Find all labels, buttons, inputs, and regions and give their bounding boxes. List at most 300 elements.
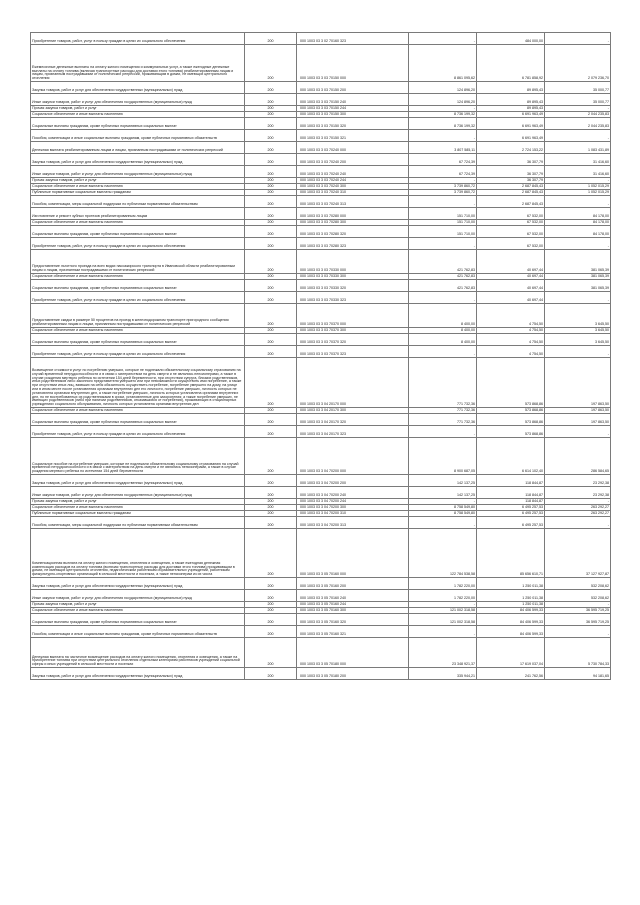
- line-code: 200: [245, 166, 297, 178]
- approved-amount: -: [409, 33, 477, 45]
- line-code: 200: [245, 511, 297, 517]
- table-row: [31, 208, 611, 220]
- table-row: [31, 250, 611, 274]
- table-row: [31, 196, 611, 208]
- table-row: [31, 475, 611, 487]
- table-row: [31, 304, 611, 328]
- executed-amount: 118 844,87: [477, 487, 545, 499]
- approved-amount: 3 739 860,72: [409, 184, 477, 190]
- approved-amount: 151 710,00: [409, 226, 477, 238]
- budget-item-name: Социальные выплаты гражданам, кроме публичных нормативных социальных выплат: [31, 226, 245, 238]
- budget-item-name: Предоставление скидки в размере 50 процентов на проезд в железнодорожном транспорте пригородного сообщения реабилитированным лицам и лицам, признанным пострадавшими от политических репрессий: [31, 304, 245, 328]
- approved-amount: 3 739 860,72: [409, 190, 477, 196]
- executed-amount: 573 868,86: [477, 426, 545, 438]
- budget-item-name: Социальное обеспечение и иные выплаты населению: [31, 505, 245, 511]
- unexecuted-amount: -: [545, 106, 611, 112]
- executed-amount: 40 697,44: [477, 274, 545, 280]
- budget-classification-code: 000 1003 03 3 05 70160 240: [297, 590, 409, 602]
- unexecuted-amount: 2 044 235,83: [545, 118, 611, 130]
- approved-amount: -: [409, 196, 477, 208]
- table-row: [31, 94, 611, 106]
- unexecuted-amount: 381 065,39: [545, 274, 611, 280]
- line-code: 200: [245, 220, 297, 226]
- executed-amount: 67 532,00: [477, 238, 545, 250]
- approved-amount: -: [409, 626, 477, 638]
- executed-amount: 67 532,00: [477, 220, 545, 226]
- executed-amount: 4 754,50: [477, 304, 545, 328]
- budget-item-name: Приобретение товаров, работ, услуг в пользу граждан в целях их социального обеспечения: [31, 346, 245, 358]
- budget-classification-code: 000 1003 03 3 04 20170 000: [297, 358, 409, 408]
- executed-amount: 17 619 037,04: [477, 638, 545, 668]
- unexecuted-amount: 3 645,50: [545, 334, 611, 346]
- budget-item-name: Прочая закупка товаров, работ и услуг: [31, 602, 245, 608]
- approved-amount: 23 348 921,37: [409, 638, 477, 668]
- budget-classification-code: 000 1003 03 3 03 70240 000: [297, 142, 409, 154]
- unexecuted-amount: -: [545, 130, 611, 142]
- line-code: 200: [245, 33, 297, 45]
- line-code: 200: [245, 45, 297, 82]
- executed-amount: 573 868,86: [477, 414, 545, 426]
- budget-classification-code: 000 1003 03 3 05 70160 000: [297, 529, 409, 578]
- executed-amount: 118 844,87: [477, 475, 545, 487]
- executed-amount: 118 844,87: [477, 499, 545, 505]
- table-row: [31, 511, 611, 517]
- executed-amount: 1 250 011,38: [477, 590, 545, 602]
- line-code: 200: [245, 304, 297, 328]
- line-code: 200: [245, 184, 297, 190]
- table-row: [31, 142, 611, 154]
- executed-amount: 573 868,86: [477, 358, 545, 408]
- budget-item-name: Социальные выплаты гражданам, кроме публичных нормативных социальных выплат: [31, 614, 245, 626]
- table-row: [31, 438, 611, 475]
- unexecuted-amount: 532 208,62: [545, 590, 611, 602]
- line-code: 200: [245, 280, 297, 292]
- budget-item-name: Социальное обеспечение и иные выплаты населению: [31, 608, 245, 614]
- budget-item-name: Приобретение товаров, работ, услуг в пользу граждан в целях их социального обеспечения: [31, 238, 245, 250]
- line-code: 200: [245, 292, 297, 304]
- table-row: [31, 346, 611, 358]
- line-code: 200: [245, 426, 297, 438]
- line-code: 200: [245, 154, 297, 166]
- executed-amount: 6 614 102,40: [477, 438, 545, 475]
- unexecuted-amount: 197 863,50: [545, 408, 611, 414]
- unexecuted-amount: 2 079 236,70: [545, 45, 611, 82]
- line-code: 200: [245, 226, 297, 238]
- table-row: [31, 45, 611, 82]
- budget-item-name: Предоставление льготного проезда на всех видах пассажирского транспорта в Ивановской области реабилитированным лицам и лицам, признанным пострадавшими от политических репрессий: [31, 250, 245, 274]
- table-row: [31, 154, 611, 166]
- budget-item-name: Социальное обеспечение и иные выплаты населению: [31, 274, 245, 280]
- table-row: [31, 358, 611, 408]
- line-code: 200: [245, 196, 297, 208]
- line-code: 200: [245, 250, 297, 274]
- executed-amount: 6 691 963,49: [477, 118, 545, 130]
- budget-classification-code: 000 1003 03 3 03 70150 321: [297, 130, 409, 142]
- unexecuted-amount: -: [545, 178, 611, 184]
- approved-amount: -: [409, 130, 477, 142]
- budget-classification-code: 000 1003 03 3 05 70160 300: [297, 608, 409, 614]
- budget-item-name: Иные закупки товаров, работ и услуг для обеспечения государственных (муниципальных) нужд: [31, 487, 245, 499]
- approved-amount: 421 762,83: [409, 274, 477, 280]
- executed-amount: 89 895,43: [477, 94, 545, 106]
- approved-amount: 8 736 199,32: [409, 118, 477, 130]
- budget-item-name: Приобретение товаров, работ, услуг в пользу граждан в целях их социального обеспечения: [31, 292, 245, 304]
- table-row: [31, 130, 611, 142]
- budget-item-name: Денежная выплата на частичное возмещение расходов на оплату жилого помещения, отопления и освещения, а также на приобретение топлива при отсутствии центрального отопления отдельным категориям работников учреждений социальной сферы и иных учреждений в сельской местности и поселках: [31, 638, 245, 668]
- executed-amount: 573 868,86: [477, 408, 545, 414]
- approved-amount: -: [409, 426, 477, 438]
- budget-classification-code: 000 1003 03 3 03 70280 323: [297, 238, 409, 250]
- budget-item-name: Закупка товаров, работ и услуг для обеспечения государственных (муниципальных) нужд: [31, 475, 245, 487]
- line-code: 200: [245, 475, 297, 487]
- budget-classification-code: 000 1003 03 3 03 70240 310: [297, 190, 409, 196]
- executed-amount: 484 000,00: [477, 33, 545, 45]
- budget-item-name: Прочая закупка товаров, работ и услуг: [31, 178, 245, 184]
- executed-amount: 1 250 011,38: [477, 578, 545, 590]
- line-code: 200: [245, 118, 297, 130]
- line-code: 200: [245, 602, 297, 608]
- budget-item-name: Компенсационная выплата на оплату жилого помещения, отопления и освещения, а также ежегодная денежная компенсация расходов на оплату топлива (включая транспортные расходы для доставки этого топлива) проживающим в домах, не имеющих центрального отопления, педагогическим работникам образовательных учреждений, работникам физкультурно-спортивных организаций в сельской местности и поселках, а также пенсионерам из их числа: [31, 529, 245, 578]
- unexecuted-amount: -: [545, 196, 611, 208]
- line-code: 200: [245, 590, 297, 602]
- executed-amount: 89 895,43: [477, 106, 545, 112]
- line-code: 200: [245, 626, 297, 638]
- budget-item-name: Социальные выплаты гражданам, кроме публичных нормативных социальных выплат: [31, 414, 245, 426]
- unexecuted-amount: -: [545, 626, 611, 638]
- line-code: 200: [245, 238, 297, 250]
- line-code: 200: [245, 346, 297, 358]
- executed-amount: 36 307,79: [477, 154, 545, 166]
- approved-amount: 1 782 220,00: [409, 590, 477, 602]
- line-code: 200: [245, 668, 297, 680]
- budget-item-name: Изготовление и ремонт зубных протезов реабилитированным лицам: [31, 208, 245, 220]
- executed-amount: 2 724 153,22: [477, 142, 545, 154]
- budget-item-name: Публичные нормативные социальные выплаты гражданам: [31, 190, 245, 196]
- budget-classification-code: 000 1003 03 3 03 70280 300: [297, 220, 409, 226]
- budget-item-name: Социальное обеспечение и иные выплаты населению: [31, 112, 245, 118]
- table-row: [31, 505, 611, 511]
- budget-classification-code: 000 1003 03 3 02 70160 323: [297, 33, 409, 45]
- unexecuted-amount: 263 292,27: [545, 505, 611, 511]
- table-row: [31, 638, 611, 668]
- table-row: [31, 517, 611, 529]
- unexecuted-amount: 1 052 015,29: [545, 184, 611, 190]
- budget-classification-code: 000 1003 03 3 03 70150 240: [297, 94, 409, 106]
- unexecuted-amount: 3 645,50: [545, 328, 611, 334]
- line-code: 200: [245, 414, 297, 426]
- table-row: [31, 280, 611, 292]
- line-code: 200: [245, 334, 297, 346]
- table-row: [31, 118, 611, 130]
- unexecuted-amount: -: [545, 238, 611, 250]
- line-code: 200: [245, 614, 297, 626]
- budget-item-name: Иные закупки товаров, работ и услуг для обеспечения государственных (муниципальных) нужд: [31, 166, 245, 178]
- line-code: 200: [245, 487, 297, 499]
- approved-amount: -: [409, 517, 477, 529]
- table-row: [31, 238, 611, 250]
- line-code: 200: [245, 358, 297, 408]
- budget-classification-code: 000 1003 03 3 03 70150 200: [297, 82, 409, 94]
- budget-item-name: Социальные выплаты гражданам, кроме публичных нормативных социальных выплат: [31, 118, 245, 130]
- budget-item-name: Приобретение товаров, работ, услуг в пользу граждан в целях их социального обеспечения: [31, 33, 245, 45]
- budget-item-name: Иные закупки товаров, работ и услуг для обеспечения государственных (муниципальных) нужд: [31, 590, 245, 602]
- table-row: [31, 529, 611, 578]
- executed-amount: 6 495 257,53: [477, 505, 545, 511]
- approved-amount: 8 400,00: [409, 304, 477, 328]
- unexecuted-amount: 381 065,39: [545, 280, 611, 292]
- budget-classification-code: 000 1003 03 3 04 70200 310: [297, 511, 409, 517]
- approved-amount: -: [409, 346, 477, 358]
- budget-classification-code: 000 1003 03 3 04 70200 240: [297, 487, 409, 499]
- budget-item-name: Социальное обеспечение и иные выплаты населению: [31, 184, 245, 190]
- line-code: 200: [245, 274, 297, 280]
- budget-classification-code: 000 1003 03 3 03 70150 300: [297, 112, 409, 118]
- executed-amount: 84 406 599,33: [477, 608, 545, 614]
- unexecuted-amount: 31 416,60: [545, 166, 611, 178]
- budget-classification-code: 000 1003 03 3 03 70330 000: [297, 250, 409, 274]
- executed-amount: 6 781 858,92: [477, 45, 545, 82]
- budget-item-name: Социальные выплаты гражданам, кроме публичных нормативных социальных выплат: [31, 280, 245, 292]
- line-code: 200: [245, 328, 297, 334]
- unexecuted-amount: -: [545, 346, 611, 358]
- approved-amount: 8 400,00: [409, 328, 477, 334]
- approved-amount: 771 732,36: [409, 408, 477, 414]
- budget-item-name: Пособия, компенсации, меры социальной поддержки по публичным нормативным обязательствам: [31, 517, 245, 529]
- table-row: [31, 334, 611, 346]
- unexecuted-amount: 532 208,62: [545, 578, 611, 590]
- executed-amount: 1 250 011,38: [477, 602, 545, 608]
- executed-amount: 2 687 845,43: [477, 184, 545, 190]
- line-code: 200: [245, 438, 297, 475]
- executed-amount: 36 307,79: [477, 178, 545, 184]
- budget-classification-code: 000 1003 03 3 04 70200 244: [297, 499, 409, 505]
- unexecuted-amount: 3 645,50: [545, 304, 611, 328]
- executed-amount: 6 495 257,53: [477, 517, 545, 529]
- unexecuted-amount: 1 083 431,89: [545, 142, 611, 154]
- approved-amount: 8 758 549,80: [409, 511, 477, 517]
- budget-classification-code: 000 1003 03 3 04 70200 200: [297, 475, 409, 487]
- executed-amount: 40 697,44: [477, 250, 545, 274]
- budget-classification-code: 000 1003 03 3 04 20170 300: [297, 408, 409, 414]
- unexecuted-amount: 37 127 927,87: [545, 529, 611, 578]
- budget-classification-code: 000 1003 03 3 04 70200 300: [297, 505, 409, 511]
- unexecuted-amount: -: [545, 292, 611, 304]
- budget-item-name: Прочая закупка товаров, работ и услуг: [31, 106, 245, 112]
- budget-classification-code: 000 1003 03 3 05 70160 244: [297, 602, 409, 608]
- budget-classification-code: 000 1003 03 3 03 70280 000: [297, 208, 409, 220]
- executed-amount: 67 532,00: [477, 208, 545, 220]
- unexecuted-amount: 5 730 784,33: [545, 638, 611, 668]
- unexecuted-amount: 286 584,65: [545, 438, 611, 475]
- budget-item-name: Пособия, компенсации и иные социальные выплаты гражданам, кроме публичных нормативных обязательств: [31, 626, 245, 638]
- approved-amount: 8 861 095,62: [409, 45, 477, 82]
- unexecuted-amount: 263 292,27: [545, 511, 611, 517]
- approved-amount: 335 944,21: [409, 668, 477, 680]
- table-row: [31, 426, 611, 438]
- unexecuted-amount: 84 178,00: [545, 220, 611, 226]
- budget-classification-code: 000 1003 03 3 03 70150 244: [297, 106, 409, 112]
- executed-amount: 40 697,44: [477, 280, 545, 292]
- approved-amount: -: [409, 602, 477, 608]
- budget-classification-code: 000 1003 03 3 03 70240 244: [297, 178, 409, 184]
- line-code: 200: [245, 112, 297, 118]
- executed-amount: 2 687 845,43: [477, 190, 545, 196]
- line-code: 200: [245, 608, 297, 614]
- approved-amount: 142 137,25: [409, 475, 477, 487]
- budget-classification-code: 000 1003 03 3 04 70200 000: [297, 438, 409, 475]
- executed-amount: 241 762,56: [477, 668, 545, 680]
- executed-amount: 67 532,00: [477, 226, 545, 238]
- approved-amount: 771 732,36: [409, 358, 477, 408]
- executed-amount: 6 495 257,53: [477, 511, 545, 517]
- unexecuted-amount: 1 052 015,29: [545, 190, 611, 196]
- table-row: [31, 578, 611, 590]
- budget-item-name: Пособия, компенсации и иные социальные выплаты гражданам, кроме публичных нормативных обязательств: [31, 130, 245, 142]
- table-row: [31, 614, 611, 626]
- line-code: 200: [245, 130, 297, 142]
- budget-classification-code: 000 1003 03 3 04 70200 313: [297, 517, 409, 529]
- budget-classification-code: 000 1003 03 3 03 70330 300: [297, 274, 409, 280]
- approved-amount: -: [409, 238, 477, 250]
- executed-amount: 4 754,50: [477, 328, 545, 334]
- approved-amount: 142 137,25: [409, 487, 477, 499]
- budget-classification-code: 000 1003 03 3 03 70370 323: [297, 346, 409, 358]
- executed-amount: 84 406 599,33: [477, 626, 545, 638]
- line-code: 200: [245, 517, 297, 529]
- approved-amount: 421 762,83: [409, 250, 477, 274]
- budget-classification-code: 000 1003 03 3 03 70150 000: [297, 45, 409, 82]
- table-row: [31, 626, 611, 638]
- budget-item-name: Пособия, компенсации, меры социальной поддержки по публичным нормативным обязательствам: [31, 196, 245, 208]
- line-code: 200: [245, 106, 297, 112]
- executed-amount: 84 406 599,33: [477, 614, 545, 626]
- budget-item-name: Социальное обеспечение и иные выплаты населению: [31, 220, 245, 226]
- report-table: [30, 32, 610, 680]
- executed-amount: 4 754,50: [477, 334, 545, 346]
- budget-classification-code: 000 1003 03 3 03 70370 000: [297, 304, 409, 328]
- approved-amount: 3 807 585,11: [409, 142, 477, 154]
- approved-amount: -: [409, 178, 477, 184]
- approved-amount: 67 724,39: [409, 166, 477, 178]
- table-row: [31, 82, 611, 94]
- executed-amount: 4 754,50: [477, 346, 545, 358]
- approved-amount: 1 782 220,00: [409, 578, 477, 590]
- budget-classification-code: 000 1003 03 3 05 70160 320: [297, 614, 409, 626]
- approved-amount: 8 758 549,80: [409, 505, 477, 511]
- line-code: 200: [245, 208, 297, 220]
- line-code: 200: [245, 505, 297, 511]
- budget-item-name: Социальное обеспечение и иные выплаты населению: [31, 408, 245, 414]
- budget-classification-code: 000 1003 03 3 05 70160 321: [297, 626, 409, 638]
- table-row: [31, 184, 611, 190]
- budget-item-name: Закупка товаров, работ и услуг для обеспечения государственных (муниципальных) нужд: [31, 668, 245, 680]
- approved-amount: 124 896,20: [409, 94, 477, 106]
- budget-item-name: Возмещение стоимости услуг по погребению умерших, которые не подлежали обязательному социальному страхованию на случай временной нетрудоспособности и в связи с материнством на день смерти и не являлись пенсионерами, а также в случае рождения мертвого ребенка по истечении 154 дней беременности, при отсутствии супруга, близких родственников, иных родственников либо законного представителя умершего или при невозможности осуществить ими погребение, а также при отсутствии иных лиц, взявших на себя обязанность осуществить погребение, погребение умершего на дому, на улице или в ином месте после установления органами внутренних дел его личности, погребение умерших, личность которых не установлена органами внутренних дел, а также погребение умерших, личность которых установлена органами внутренних дел, но не востребованных их родственниками в сроки, установленные для захоронения; а также погребение умерших, не имеющих родственников (либо при наличии родственников, отказавшихся от погребения), проживающих в стационарных учреждениях социального обслуживания, личность которых установлена органами внутренних дел: [31, 358, 245, 408]
- line-code: 200: [245, 82, 297, 94]
- unexecuted-amount: -: [545, 517, 611, 529]
- unexecuted-amount: -: [545, 499, 611, 505]
- line-code: 200: [245, 638, 297, 668]
- budget-item-name: Прочая закупка товаров, работ и услуг: [31, 499, 245, 505]
- line-code: 200: [245, 529, 297, 578]
- approved-amount: 67 724,39: [409, 154, 477, 166]
- unexecuted-amount: 36 595 719,25: [545, 608, 611, 614]
- table-row: [31, 414, 611, 426]
- approved-amount: 122 784 538,58: [409, 529, 477, 578]
- executed-amount: 89 895,43: [477, 82, 545, 94]
- approved-amount: -: [409, 292, 477, 304]
- approved-amount: 121 002 318,58: [409, 614, 477, 626]
- table-row: [31, 608, 611, 614]
- table-row: [31, 487, 611, 499]
- unexecuted-amount: 2 044 235,83: [545, 112, 611, 118]
- line-code: 200: [245, 178, 297, 184]
- budget-classification-code: 000 1003 03 3 03 70240 240: [297, 166, 409, 178]
- budget-classification-code: 000 1003 03 3 03 70150 320: [297, 118, 409, 130]
- table-row: [31, 590, 611, 602]
- line-code: 200: [245, 499, 297, 505]
- line-code: 200: [245, 94, 297, 106]
- unexecuted-amount: -: [545, 33, 611, 45]
- budget-classification-code: 000 1003 03 3 03 70240 200: [297, 154, 409, 166]
- approved-amount: 8 400,00: [409, 334, 477, 346]
- unexecuted-amount: 197 863,50: [545, 414, 611, 426]
- budget-classification-code: 000 1003 03 3 03 70370 300: [297, 328, 409, 334]
- unexecuted-amount: 84 178,00: [545, 208, 611, 220]
- budget-classification-code: 000 1003 03 3 03 70240 300: [297, 184, 409, 190]
- budget-item-name: Закупка товаров, работ и услуг для обеспечения государственных (муниципальных) нужд: [31, 82, 245, 94]
- budget-classification-code: 000 1003 03 3 04 20170 320: [297, 414, 409, 426]
- budget-item-name: Ежемесячные денежные выплаты на оплату жилого помещения и коммунальных услуг, а также ежегодные денежные выплаты на оплату топлива (включая транспортные расходы для доставки этого топлива) реабилитированным лицам и лицам, признанным пострадавшими от политических репрессий, проживающим в домах, не имеющих центрального отопления: [31, 45, 245, 82]
- table-row: [31, 166, 611, 178]
- budget-item-name: Иные закупки товаров, работ и услуг для обеспечения государственных (муниципальных) нужд: [31, 94, 245, 106]
- executed-amount: 6 691 963,49: [477, 130, 545, 142]
- approved-amount: 8 900 687,05: [409, 438, 477, 475]
- unexecuted-amount: 31 416,60: [545, 154, 611, 166]
- executed-amount: 85 656 610,71: [477, 529, 545, 578]
- budget-item-name: Социальное пособие на погребение умерших, которые не подлежали обязательному социальному страхованию на случай временной нетрудоспособности и в связи с материнством на день смерти и не являлись пенсионерами, а также в случае рождения мертвого ребенка по истечении 154 дней беременности: [31, 438, 245, 475]
- unexecuted-amount: 381 065,39: [545, 250, 611, 274]
- table-row: [31, 226, 611, 238]
- approved-amount: 151 710,00: [409, 220, 477, 226]
- table-row: [31, 190, 611, 196]
- table-row: [31, 292, 611, 304]
- budget-classification-code: 000 1003 03 3 05 70180 000: [297, 638, 409, 668]
- table-row: [31, 33, 611, 45]
- unexecuted-amount: 23 292,38: [545, 487, 611, 499]
- unexecuted-amount: 36 595 719,25: [545, 614, 611, 626]
- budget-item-name: Социальное обеспечение и иные выплаты населению: [31, 328, 245, 334]
- budget-classification-code: 000 1003 03 3 03 70240 313: [297, 196, 409, 208]
- line-code: 200: [245, 190, 297, 196]
- executed-amount: 40 697,44: [477, 292, 545, 304]
- approved-amount: 8 736 199,32: [409, 112, 477, 118]
- budget-classification-code: 000 1003 03 3 03 70330 320: [297, 280, 409, 292]
- approved-amount: 421 762,83: [409, 280, 477, 292]
- unexecuted-amount: 197 863,50: [545, 358, 611, 408]
- budget-classification-code: 000 1003 03 3 04 20170 323: [297, 426, 409, 438]
- budget-classification-code: 000 1003 03 3 05 70160 200: [297, 578, 409, 590]
- line-code: 200: [245, 142, 297, 154]
- approved-amount: 151 710,00: [409, 208, 477, 220]
- executed-amount: 2 687 845,43: [477, 196, 545, 208]
- budget-item-name: Закупка товаров, работ и услуг для обеспечения государственных (муниципальных) нужд: [31, 154, 245, 166]
- approved-amount: -: [409, 499, 477, 505]
- line-code: 200: [245, 408, 297, 414]
- line-code: 200: [245, 578, 297, 590]
- unexecuted-amount: -: [545, 602, 611, 608]
- budget-item-name: Социальные выплаты гражданам, кроме публичных нормативных социальных выплат: [31, 334, 245, 346]
